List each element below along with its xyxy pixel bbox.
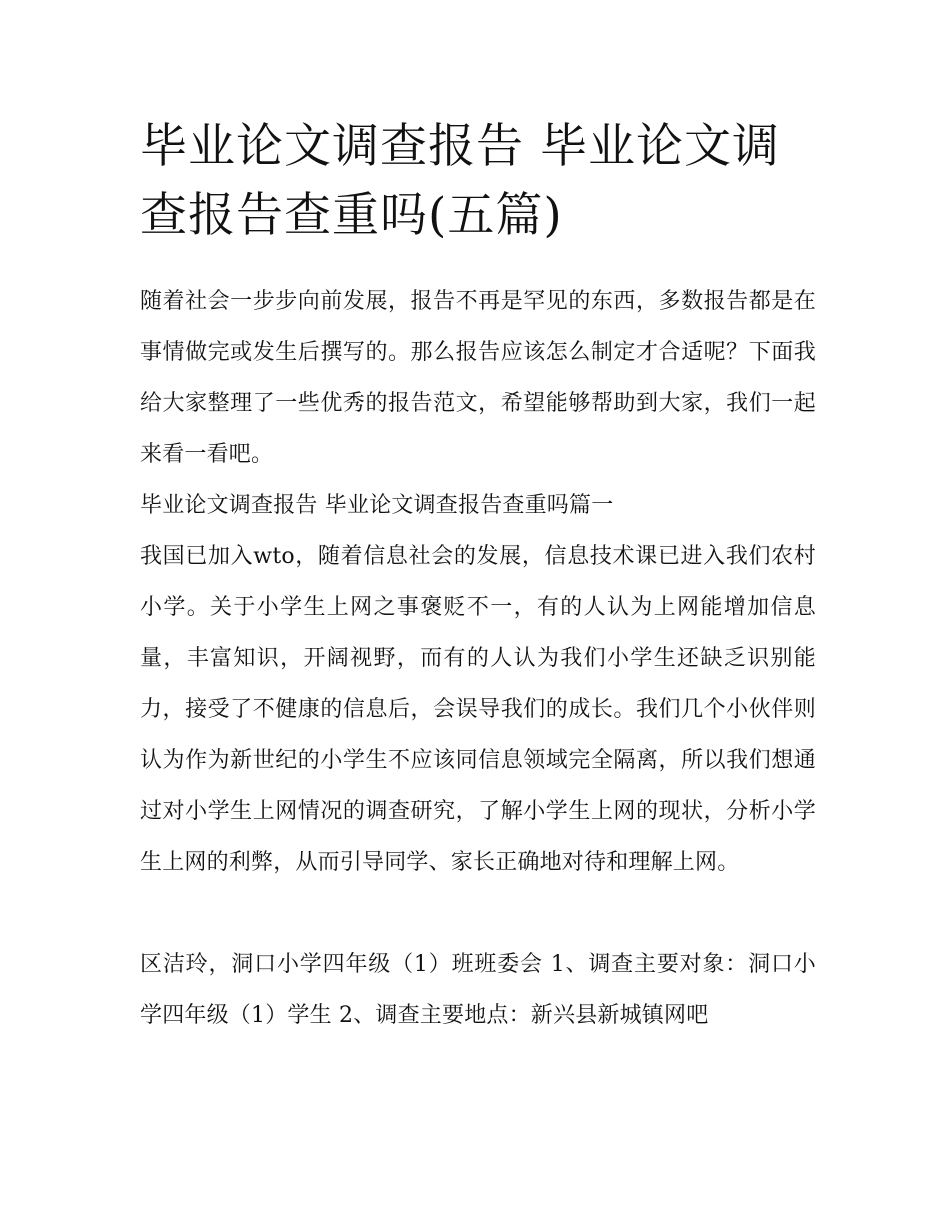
body-paragraph-survey-background: 我国已加入wto，随着信息社会的发展，信息技术课已进入我们农村小学。关于小学生上网之事褒贬不一，有的人认为上网能增加信息量，丰富知识，开阔视野，而有的人认为我们小学生还缺乏识别能力，接受了不健康的信息后，会误导我们的成长。我们几个小伙伴则认为作为新世纪的小学生不应该同信息领域完全隔离，所以我们想通过对小学生上网情况的调查研究，了解小学生上网的现状，分析小学生上网的利弊，从而引导同学、家长正确地对待和理解上网。 (140, 544, 816, 875)
document-title: 毕业论文调查报告 毕业论文调查报告查重吗(五篇) (140, 119, 780, 243)
body-paragraph-survey-details: 区洁玲，洞口小学四年级（1）班班委会 1、调查主要对象：洞口小学四年级（1）学生 2、调查主要地点：新兴县新城镇网吧 (140, 952, 816, 1028)
intro-paragraph: 随着社会一步步向前发展，报告不再是罕见的东西，多数报告都是在事情做完或发生后撰写的。那么报告应该怎么制定才合适呢？下面我给大家整理了一些优秀的报告范文，希望能够帮助到大家，我们一起来看一看吧。 (140, 289, 816, 467)
section-heading: 毕业论文调查报告 毕业论文调查报告查重吗篇一 (140, 493, 614, 518)
